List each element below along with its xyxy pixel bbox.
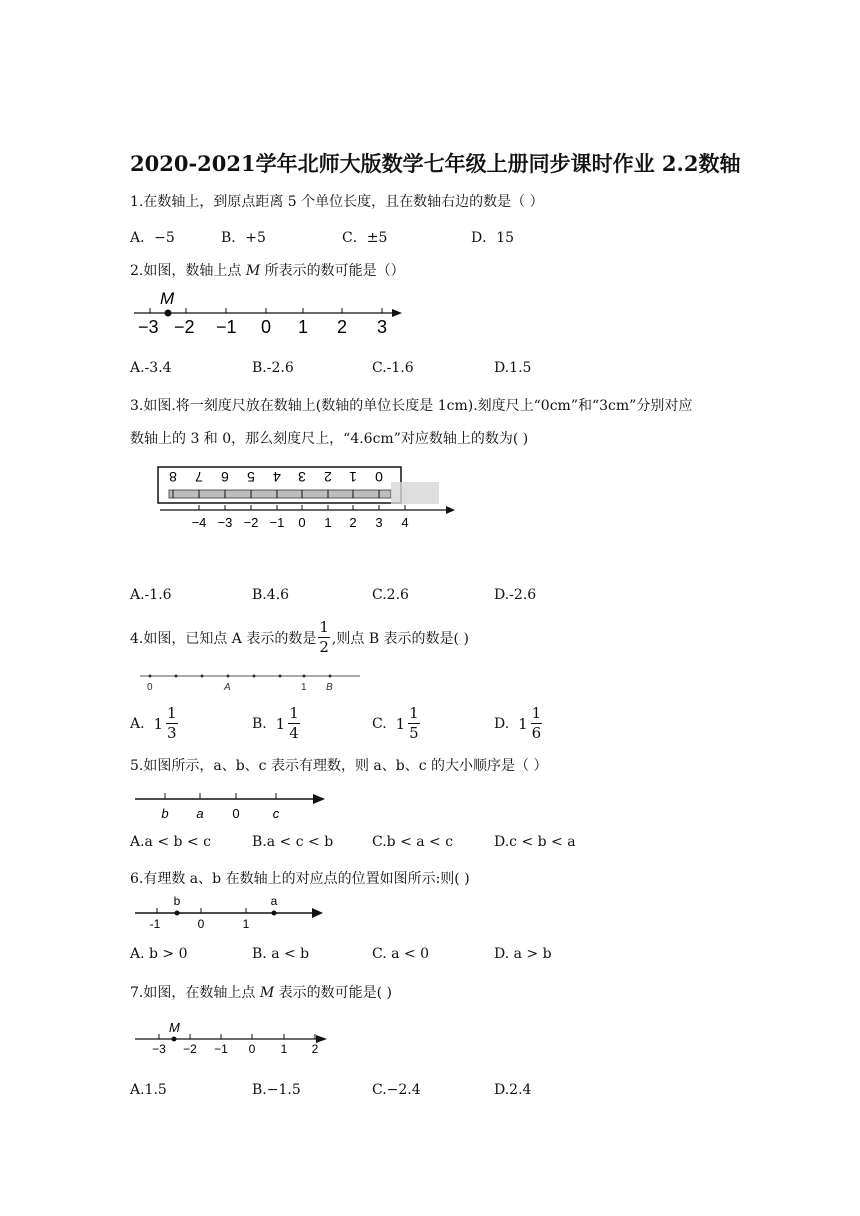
tick-label: −3 [152, 1042, 166, 1056]
question-5-option-d: D.c < b < a [494, 834, 576, 850]
point-a [272, 911, 277, 916]
point-m [172, 1037, 177, 1042]
point-b [175, 911, 180, 916]
point-label-a: a [196, 806, 204, 821]
tick-label: 2 [311, 1042, 319, 1056]
ruler-mark: 8 [169, 469, 177, 485]
stem-fraction: $\frac{1}{2}$ [319, 618, 329, 656]
tick-label: 1 [301, 682, 307, 693]
question-7-option-d: D.2.4 [494, 1082, 532, 1098]
question-2-option-d: D.1.5 [494, 360, 532, 376]
question-6-stem: 6.有理数 a、b 在数轴上的对应点的位置如图所示:则( ) [130, 871, 470, 887]
tick-label: 3 [375, 515, 383, 530]
question-4-option-d: D. 1 $\frac{1}{6}$ [494, 704, 542, 742]
tick-label: −3 [138, 317, 159, 336]
tick-label: −3 [217, 515, 233, 530]
tick-label: 0 [248, 1042, 256, 1056]
ruler-mark: 0 [375, 469, 383, 485]
question-2-stem: 2.如图，数轴上点 M 所表示的数可能是（） [130, 263, 405, 279]
ruler-mark: 7 [195, 469, 203, 485]
tick-label: 1 [242, 917, 250, 931]
tick-label: −2 [174, 317, 195, 336]
ruler-mark: 4 [273, 469, 281, 485]
point-m [165, 310, 172, 317]
ruler-mark: 1 [349, 469, 357, 485]
question-5-number-line [133, 788, 333, 822]
point-label-m: M [169, 1020, 180, 1035]
question-3-option-c: C.2.6 [372, 587, 409, 603]
ruler-mark: 6 [221, 469, 229, 485]
question-4-option-b: B. 1 $\frac{1}{4}$ [252, 704, 299, 742]
question-6-option-b: B. a < b [252, 946, 310, 962]
question-7-number-line [133, 1018, 333, 1058]
point-label-b: B [326, 682, 333, 693]
tick-label: 1 [280, 1042, 288, 1056]
question-1-option-d: D．15 [471, 230, 515, 246]
question-5-option-c: C.b < a < c [372, 834, 454, 850]
point-label-a: A [224, 682, 231, 693]
tick-label: −1 [216, 317, 237, 336]
question-4-option-c: C. 1 $\frac{1}{5}$ [372, 704, 419, 742]
question-7-option-b: B.−1.5 [252, 1082, 301, 1098]
question-5-option-a: A.a < b < c [130, 834, 211, 850]
question-6-number-line [133, 892, 328, 932]
question-7-option-c: C.−2.4 [372, 1082, 421, 1098]
point-label-a: a [270, 894, 278, 908]
question-1-option-a: A．−5 [130, 230, 175, 246]
tick-label: −1 [269, 515, 285, 530]
tick-label: 0 [197, 917, 205, 931]
question-1-option-c: C．±5 [342, 230, 388, 246]
question-4-stem: 4.如图，已知点 A 表示的数是 $\frac{1}{2}$ ,则点 B 表示的数是( ) [130, 618, 469, 656]
ruler-mark: 3 [298, 469, 306, 485]
tick-label: 0 [298, 515, 306, 530]
question-1-option-b: B．+5 [221, 230, 266, 246]
question-7-stem: 7.如图，在数轴上点 M 表示的数可能是( ) [130, 985, 392, 1001]
page-title: 2020-2021学年北师大版数学七年级上册同步课时作业 2.2数轴 [130, 151, 741, 176]
tick-label: 1 [324, 515, 332, 530]
point-label-b: b [161, 806, 169, 821]
tick-label: 1 [298, 317, 309, 336]
question-3-stem-line2: 数轴上的 3 和 0，那么刻度尺上，“4.6cm”对应数轴上的数为( ) [130, 431, 529, 447]
question-1-stem: 1.在数轴上，到原点距离 5 个单位长度，且在数轴右边的数是（ ） [130, 194, 544, 210]
tick-label: −4 [191, 515, 207, 530]
question-3-ruler-figure [155, 462, 465, 532]
question-2-number-line [130, 288, 410, 336]
question-3-stem-line1: 3.如图.将一刻度尺放在数轴上(数轴的单位长度是 1cm).刻度尺上“0cm”和“3cm”分别对应 [130, 398, 693, 414]
tick-label: -1 [149, 917, 161, 931]
tick-label: 3 [377, 317, 388, 336]
question-3-option-d: D.-2.6 [494, 587, 537, 603]
tick-label: 0 [232, 806, 240, 821]
question-6-option-c: C. a < 0 [372, 946, 429, 962]
tick-label: 4 [401, 515, 409, 530]
tick-label: −2 [183, 1042, 197, 1056]
question-6-option-a: A. b > 0 [130, 946, 188, 962]
point-label-b: b [173, 894, 181, 908]
question-4-option-a: A. 1 $\frac{1}{3}$ [130, 704, 177, 742]
question-4-number-line [138, 668, 363, 694]
ruler-mark: 5 [247, 469, 255, 485]
question-2-option-c: C.-1.6 [372, 360, 414, 376]
tick-label: −2 [243, 515, 259, 530]
tick-label: 2 [337, 317, 348, 336]
point-label-c: c [272, 806, 280, 821]
tick-label: 0 [261, 317, 272, 336]
question-5-stem: 5.如图所示，a、b、c 表示有理数，则 a、b、c 的大小顺序是（ ） [130, 758, 548, 774]
question-3-option-a: A.-1.6 [130, 587, 172, 603]
question-3-option-b: B.4.6 [252, 587, 290, 603]
question-2-option-a: A.-3.4 [130, 360, 172, 376]
question-6-option-d: D. a > b [494, 946, 552, 962]
question-2-option-b: B.-2.6 [252, 360, 294, 376]
tick-label: −1 [214, 1042, 228, 1056]
point-label-m: M [160, 289, 175, 308]
ruler-mark: 2 [324, 469, 332, 485]
tick-label: 0 [147, 682, 153, 693]
question-7-option-a: A.1.5 [130, 1082, 167, 1098]
question-5-option-b: B.a < c < b [252, 834, 334, 850]
tick-label: 2 [349, 515, 357, 530]
